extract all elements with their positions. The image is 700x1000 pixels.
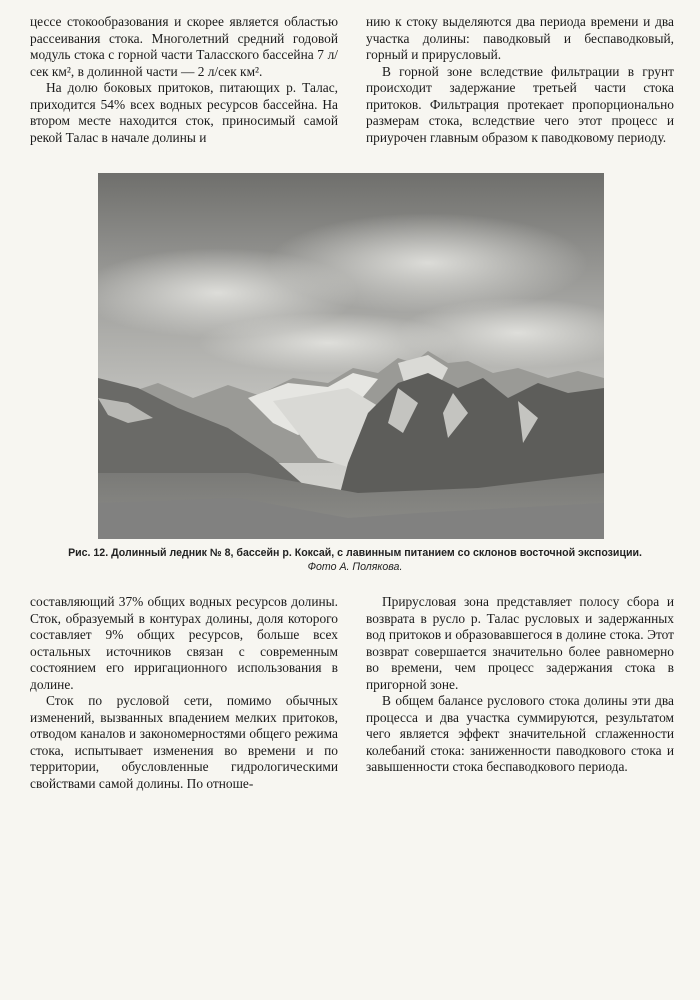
figure-caption [60,547,650,574]
paragraph: цессе стокообразования и скорее является областью рассеивания стока. Многолетний средний годовой модуль стока с горной части Таласского бассейна 7 л/сек км², в долинной части — 2 л/сек км². [30,14,338,79]
photo-credit: Фото А. Полякова. [307,560,403,573]
text-column-top-right [366,14,674,146]
paragraph: На долю боковых притоков, питающих р. Талас, приходится 54% всех водных ресурсов бассейна. На втором месте находится сток, приносимый самой рекой Талас в начале долины и [30,80,338,145]
paragraph: нию к стоку выделяются два периода времени и два участка долины: паводковый и беспаводковый, горный и прирусловый. [366,14,674,62]
text-column-top-left [30,14,338,146]
glacier-photo [98,173,604,539]
text-column-bottom-right [366,594,674,776]
paragraph: составляющий 37% общих водных ресурсов долины. Сток, образуемый в контурах долины, доля которого составляет 9% общих ресурсов, больше всех остальных источников связан с современным состоянием его ирригационного использования в долине. [30,594,338,692]
caption-text: Рис. 12. Долинный ледник № 8, бассейн р. Коксай, с лавинным питанием со склонов восточной экспозиции. [68,547,642,559]
paragraph: В общем балансе руслового стока долины эти два процесса и два участка суммируются, результатом чего является эффект значительной сглаженности колебаний стока: заниженности паводкового стока и завышенности стока беспаводкового периода. [366,693,674,774]
paragraph: Прирусловая зона представляет полосу сбора и возврата в русло р. Талас русловых и задержанных вод притоков и образовавшегося в долине стока. Этот возврат совершается значительно более равномерно во времени, чем процесс задержания стока в пригорной зоне. [366,594,674,692]
paragraph: Сток по русловой сети, помимо обычных изменений, вызванных впадением мелких притоков, отводом каналов и закономерностями общего режима стока, испытывает изменения во времени и по территории, обусловленные гидрологическими свойствами самой долины. По отноше- [30,693,338,791]
paragraph: В горной зоне вследствие фильтрации в грунт происходит задержание третьей части стока притоков. Фильтрация протекает пропорционально размерам стока, вследствие чего этот процесс и приурочен главным образом к паводковому периоду. [366,63,674,145]
text-column-bottom-left [30,594,338,792]
